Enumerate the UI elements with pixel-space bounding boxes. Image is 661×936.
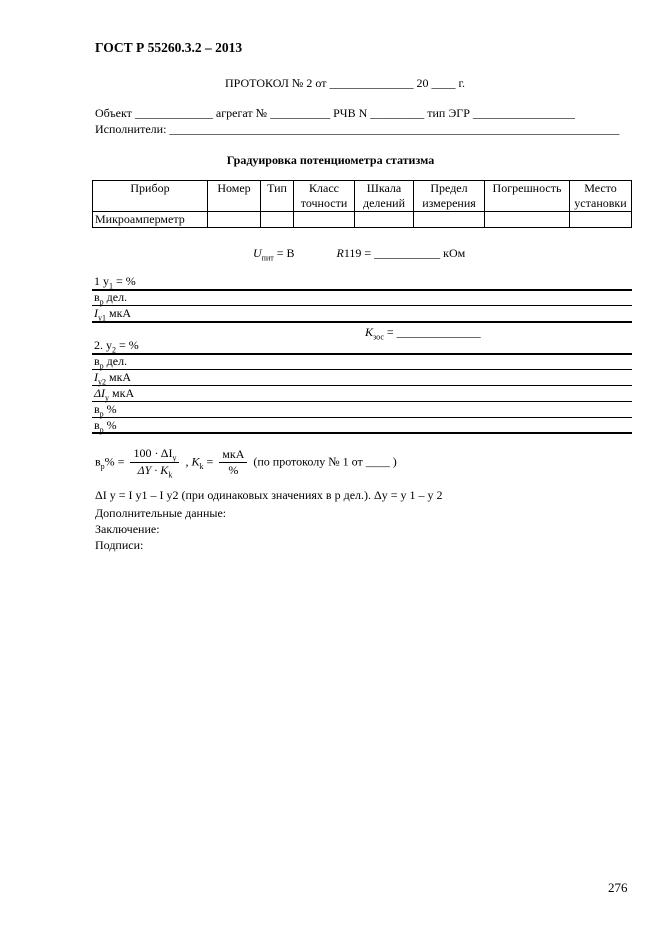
delta-i-subscript: у — [105, 393, 110, 403]
k-numerator: мкА — [219, 447, 247, 463]
k-equals: = — [206, 454, 214, 469]
b-unit: дел. — [103, 290, 128, 304]
num-text: 100 · ΔI — [133, 446, 173, 460]
section-title: Градуировка потенциометра статизма — [226, 153, 435, 167]
u-subscript: пит — [261, 253, 274, 263]
k-subscript: зос — [373, 332, 384, 342]
formula-lhs: в — [95, 454, 101, 469]
rule — [92, 432, 632, 434]
r-symbol: R — [336, 246, 344, 260]
den-text: ΔY · K — [137, 463, 169, 478]
b-subscript: р — [99, 297, 104, 307]
b-label: в — [94, 418, 100, 432]
i-y2-row — [94, 370, 131, 386]
u-symbol: U — [253, 246, 262, 260]
supply-line — [253, 246, 465, 262]
col-type: Тип — [261, 181, 294, 212]
page-number: 276 — [608, 880, 628, 895]
formula-lhs-eq: % = — [104, 454, 125, 469]
y1-unit: = % — [113, 274, 136, 288]
difference-line: ΔI у = I у1 – I у2 (при одинаковых значениях в р дел.). Δу = у 1 – у 2 — [95, 488, 443, 502]
i-unit: мкА — [106, 370, 132, 384]
fraction-denominator — [130, 463, 179, 479]
k-zos-line — [365, 325, 481, 341]
col-device: Прибор — [93, 181, 208, 212]
b-subscript: р — [99, 425, 104, 435]
y1-label: 1 у — [94, 274, 109, 288]
cell-type — [261, 212, 294, 228]
i-subscript: у2 — [98, 377, 106, 387]
i-symbol: I — [94, 306, 98, 320]
b-subscript: р — [99, 409, 104, 419]
formula-fraction — [130, 446, 179, 480]
col-accuracy-class: Класс точности — [294, 181, 355, 212]
y2-row — [94, 338, 139, 354]
den-subscript: k — [168, 470, 173, 480]
num-subscript: у — [172, 453, 177, 463]
object-line: Объект _____________ агрегат № __________ РЧВ N _________ тип ЭГР _________________ — [95, 106, 575, 120]
b-percent-row-1 — [94, 402, 117, 418]
k-value: = ______________ — [383, 325, 481, 339]
rule — [92, 305, 632, 306]
y1-row — [94, 274, 136, 290]
b-unit: дел. — [103, 354, 128, 368]
signatures-label: Подписи: — [95, 538, 144, 552]
b-subscript: р — [99, 361, 104, 371]
cell-location — [570, 212, 632, 228]
rule — [92, 321, 632, 323]
formula-line — [95, 446, 397, 480]
table-header-row — [93, 181, 632, 212]
i-symbol: I — [94, 370, 98, 384]
protocol-title: ПРОТОКОЛ № 2 от ______________ 20 ____ г. — [225, 76, 466, 90]
rule — [92, 385, 632, 386]
k-symbol: K — [365, 325, 374, 339]
extra-data-label: Дополнительные данные: — [95, 506, 227, 520]
cell-scale — [355, 212, 414, 228]
document-code: ГОСТ Р 55260.3.2 – 2013 — [95, 40, 243, 55]
formula-lhs-subscript: р — [100, 462, 105, 472]
cell-error — [485, 212, 570, 228]
col-error: Погрешность — [485, 181, 570, 212]
delta-i-unit: мкА — [109, 386, 135, 400]
col-location: Место установки — [570, 181, 632, 212]
b-del-row-2 — [94, 354, 127, 370]
fraction-numerator — [130, 446, 179, 463]
col-scale: Шкала делений — [355, 181, 414, 212]
b-label: в — [94, 354, 100, 368]
formula-tail: (по протоколу № 1 от ____ ) — [253, 454, 397, 469]
k-denominator: % — [228, 463, 239, 478]
cell-device: Микроамперметр — [93, 212, 208, 228]
b-unit: % — [103, 418, 117, 432]
rule — [92, 289, 632, 291]
y2-unit: = % — [116, 338, 139, 352]
cell-number — [208, 212, 261, 228]
instruments-table — [92, 180, 632, 228]
k-fraction — [219, 447, 247, 478]
rule — [92, 369, 632, 370]
b-label: в — [94, 402, 100, 416]
i-subscript: у1 — [98, 313, 106, 323]
delta-i-row — [94, 386, 134, 402]
performers-line: Исполнители: ___________________________________________________________________________ — [95, 122, 620, 136]
b-label: в — [94, 290, 100, 304]
r-value: 119 = ___________ кОм — [343, 246, 466, 260]
y2-label: 2. у — [94, 338, 112, 352]
rule — [92, 417, 632, 418]
b-del-row-1 — [94, 290, 127, 306]
y2-subscript: 2 — [112, 345, 116, 355]
rule — [92, 401, 632, 402]
col-range: Предел измерения — [414, 181, 485, 212]
u-unit: = В — [276, 246, 295, 260]
cell-accuracy-class — [294, 212, 355, 228]
i-unit: мкА — [106, 306, 132, 320]
y1-subscript: 1 — [109, 281, 113, 291]
delta-i-symbol: ΔI — [94, 386, 106, 400]
b-unit: % — [103, 402, 117, 416]
k-var-subscript: k — [199, 462, 204, 472]
cell-range — [414, 212, 485, 228]
col-number: Номер — [208, 181, 261, 212]
table-row — [93, 212, 632, 228]
i-y1-row — [94, 306, 131, 322]
conclusion-label: Заключение: — [95, 522, 160, 536]
k-var: , K — [185, 454, 200, 469]
rule — [92, 353, 632, 355]
